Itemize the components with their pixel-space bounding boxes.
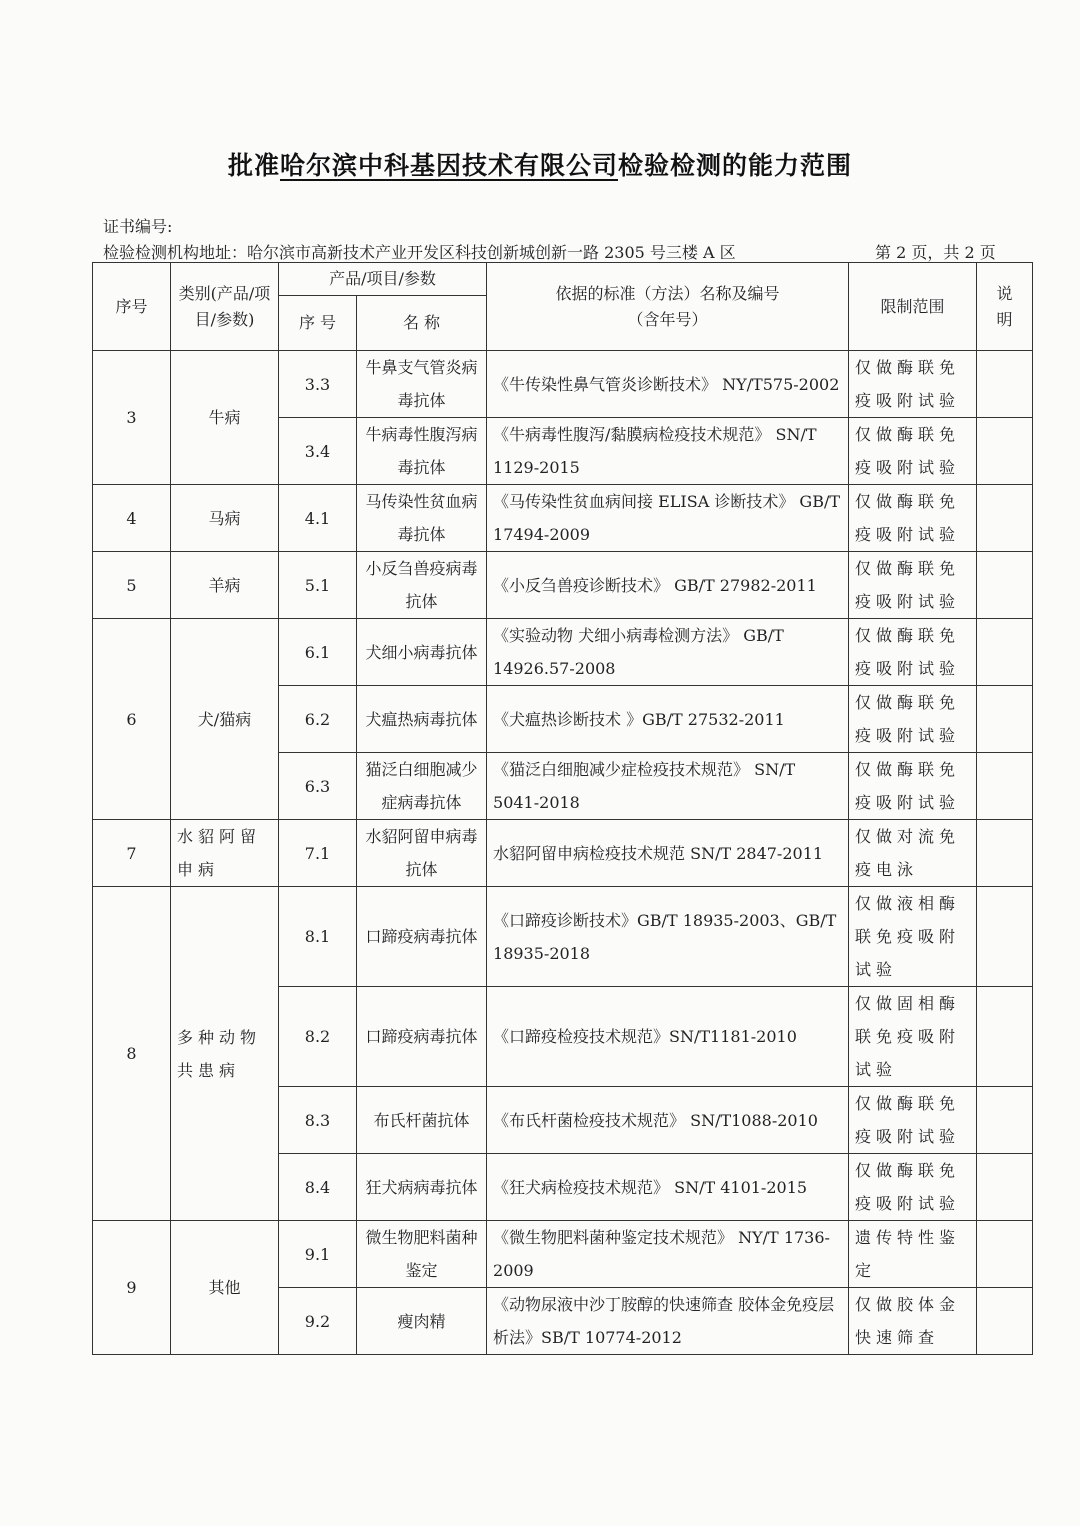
header-category: 类别(产品/项目/参数) xyxy=(171,263,279,351)
title-prefix: 批准 xyxy=(227,151,280,180)
row-name: 牛鼻支气管炎病毒抗体 xyxy=(357,351,487,418)
row-standard: 《动物尿液中沙丁胺醇的快速筛查 胶体金免疫层析法》SB/T 10774-2012 xyxy=(487,1288,849,1355)
table-row xyxy=(93,351,1033,418)
table-row xyxy=(93,552,1033,619)
row-sub-seq: 8.2 xyxy=(279,987,357,1087)
row-standard: 《实验动物 犬细小病毒检测方法》 GB/T 14926.57-2008 xyxy=(487,619,849,686)
row-sub-seq: 5.1 xyxy=(279,552,357,619)
row-category: 牛病 xyxy=(171,351,279,485)
row-name: 口蹄疫病毒抗体 xyxy=(357,987,487,1087)
row-limit: 遗传特性鉴定 xyxy=(849,1221,977,1288)
row-sub-seq: 7.1 xyxy=(279,820,357,887)
row-name: 小反刍兽疫病毒抗体 xyxy=(357,552,487,619)
row-standard: 《牛传染性鼻气管炎诊断技术》 NY/T575-2002 xyxy=(487,351,849,418)
row-note xyxy=(977,619,1033,686)
table-row xyxy=(93,887,1033,987)
row-name: 口蹄疫病毒抗体 xyxy=(357,887,487,987)
row-note xyxy=(977,1221,1033,1288)
row-note xyxy=(977,887,1033,987)
row-seq: 7 xyxy=(93,820,171,887)
header-sub-seq: 序 号 xyxy=(279,296,357,351)
certificate-number-label: 证书编号: xyxy=(103,217,173,236)
page-title xyxy=(0,146,1080,182)
row-limit: 仅做酶联免疫吸附试验 xyxy=(849,418,977,485)
row-standard: 《口蹄疫诊断技术》GB/T 18935-2003、GB/T 18935-2018 xyxy=(487,887,849,987)
row-seq: 4 xyxy=(93,485,171,552)
row-note xyxy=(977,1087,1033,1154)
page-number: 第 2 页，共 2 页 xyxy=(875,243,996,262)
row-category: 水貂阿留申病 xyxy=(171,820,279,887)
row-seq: 5 xyxy=(93,552,171,619)
row-sub-seq: 8.4 xyxy=(279,1154,357,1221)
row-note xyxy=(977,351,1033,418)
row-standard: 《猫泛白细胞减少症检疫技术规范》 SN/T 5041-2018 xyxy=(487,753,849,820)
row-sub-seq: 6.3 xyxy=(279,753,357,820)
row-sub-seq: 8.3 xyxy=(279,1087,357,1154)
title-suffix: 检验检测的能力范围 xyxy=(618,151,853,180)
row-name: 犬细小病毒抗体 xyxy=(357,619,487,686)
table-row xyxy=(93,1221,1033,1288)
row-note xyxy=(977,820,1033,887)
institution-address: 检验检测机构地址：哈尔滨市高新技术产业开发区科技创新城创新一路 2305 号三楼 A 区 xyxy=(103,243,736,262)
row-name: 水貂阿留申病毒抗体 xyxy=(357,820,487,887)
row-standard: 《牛病毒性腹泻/黏膜病检疫技术规范》 SN/T 1129-2015 xyxy=(487,418,849,485)
row-note xyxy=(977,418,1033,485)
row-standard: 《马传染性贫血病间接 ELISA 诊断技术》 GB/T 17494-2009 xyxy=(487,485,849,552)
header-name: 名 称 xyxy=(357,296,487,351)
header-standard: 依据的标准（方法）名称及编号（含年号） xyxy=(487,263,849,351)
row-limit: 仅做酶联免疫吸附试验 xyxy=(849,1154,977,1221)
capability-table xyxy=(92,262,1033,1355)
row-name: 布氏杆菌抗体 xyxy=(357,1087,487,1154)
row-limit: 仅做对流免疫电泳 xyxy=(849,820,977,887)
row-limit: 仅做酶联免疫吸附试验 xyxy=(849,619,977,686)
row-seq: 9 xyxy=(93,1221,171,1355)
row-sub-seq: 9.1 xyxy=(279,1221,357,1288)
row-name: 犬瘟热病毒抗体 xyxy=(357,686,487,753)
row-name: 瘦肉精 xyxy=(357,1288,487,1355)
row-category: 其他 xyxy=(171,1221,279,1355)
row-standard: 《口蹄疫检疫技术规范》SN/T1181-2010 xyxy=(487,987,849,1087)
row-limit: 仅做液相酶联免疫吸附试验 xyxy=(849,887,977,987)
header-product-group: 产品/项目/参数 xyxy=(279,263,487,296)
row-sub-seq: 3.3 xyxy=(279,351,357,418)
row-seq: 6 xyxy=(93,619,171,820)
row-seq: 8 xyxy=(93,887,171,1221)
row-standard: 《狂犬病检疫技术规范》 SN/T 4101-2015 xyxy=(487,1154,849,1221)
row-limit: 仅做固相酶联免疫吸附试验 xyxy=(849,987,977,1087)
row-note xyxy=(977,552,1033,619)
table-row xyxy=(93,619,1033,686)
row-sub-seq: 8.1 xyxy=(279,887,357,987)
row-category: 多种动物共患病 xyxy=(171,887,279,1221)
company-name: 哈尔滨中科基因技术有限公司 xyxy=(279,151,618,180)
row-name: 微生物肥料菌种鉴定 xyxy=(357,1221,487,1288)
row-name: 狂犬病病毒抗体 xyxy=(357,1154,487,1221)
row-note xyxy=(977,686,1033,753)
row-category: 羊病 xyxy=(171,552,279,619)
row-note xyxy=(977,987,1033,1087)
row-standard: 《犬瘟热诊断技术 》GB/T 27532-2011 xyxy=(487,686,849,753)
row-limit: 仅做酶联免疫吸附试验 xyxy=(849,1087,977,1154)
row-standard: 水貂阿留申病检疫技术规范 SN/T 2847-2011 xyxy=(487,820,849,887)
row-limit: 仅做酶联免疫吸附试验 xyxy=(849,552,977,619)
row-sub-seq: 6.1 xyxy=(279,619,357,686)
row-limit: 仅做酶联免疫吸附试验 xyxy=(849,753,977,820)
row-limit: 仅做酶联免疫吸附试验 xyxy=(849,686,977,753)
row-note xyxy=(977,1154,1033,1221)
row-note xyxy=(977,1288,1033,1355)
row-name: 牛病毒性腹泻病毒抗体 xyxy=(357,418,487,485)
row-name: 猫泛白细胞减少症病毒抗体 xyxy=(357,753,487,820)
table-row xyxy=(93,485,1033,552)
table-row xyxy=(93,820,1033,887)
header-seq: 序号 xyxy=(93,263,171,351)
header-note: 说明 xyxy=(977,263,1033,351)
row-limit: 仅做胶体金快速筛查 xyxy=(849,1288,977,1355)
row-standard: 《布氏杆菌检疫技术规范》 SN/T1088-2010 xyxy=(487,1087,849,1154)
row-limit: 仅做酶联免疫吸附试验 xyxy=(849,485,977,552)
row-category: 犬/猫病 xyxy=(171,619,279,820)
row-name: 马传染性贫血病毒抗体 xyxy=(357,485,487,552)
row-sub-seq: 6.2 xyxy=(279,686,357,753)
row-standard: 《小反刍兽疫诊断技术》 GB/T 27982-2011 xyxy=(487,552,849,619)
row-standard: 《微生物肥料菌种鉴定技术规范》 NY/T 1736-2009 xyxy=(487,1221,849,1288)
row-sub-seq: 3.4 xyxy=(279,418,357,485)
row-sub-seq: 9.2 xyxy=(279,1288,357,1355)
table-body xyxy=(93,351,1033,1355)
row-sub-seq: 4.1 xyxy=(279,485,357,552)
row-category: 马病 xyxy=(171,485,279,552)
row-seq: 3 xyxy=(93,351,171,485)
row-note xyxy=(977,485,1033,552)
header-limit: 限制范围 xyxy=(849,263,977,351)
row-limit: 仅做酶联免疫吸附试验 xyxy=(849,351,977,418)
row-note xyxy=(977,753,1033,820)
